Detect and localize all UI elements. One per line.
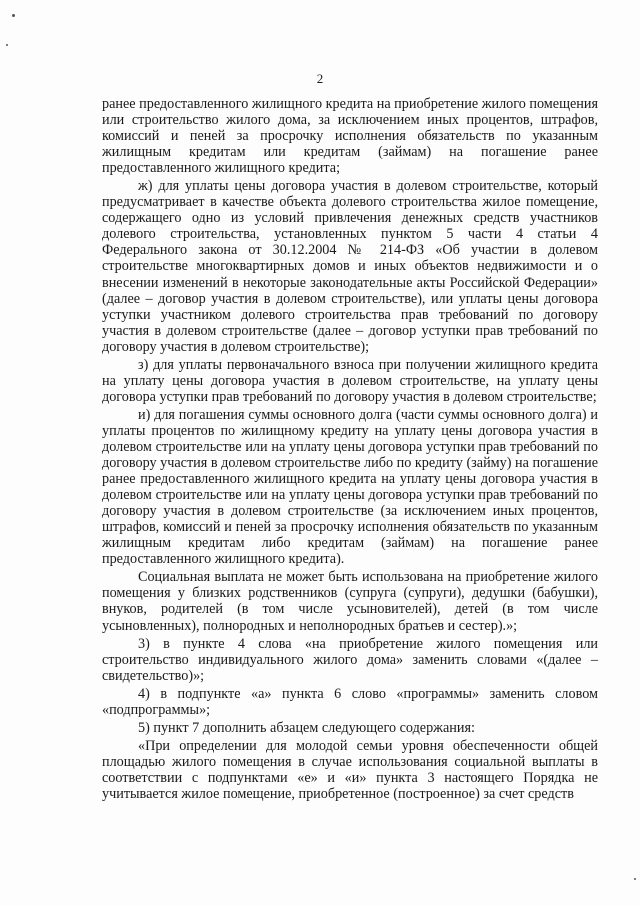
document-body [102,96,598,804]
paragraph: ж) для уплаты цены договора участия в долевом строительстве, который предусматривает в качестве объекта долевого строительства жилое помещение, содержащего одно из условий привлечения денежных средств участников долевого строительства, установленных пунктом 5 части 4 статьи 4 Федерального закона от 30.12.2004 № 214-ФЗ «Об участии в долевом строительстве многоквартирных домов и иных объектов недвижимости и о внесении изменений в некоторые законодательные акты Российской Федерации» (далее – договор участия в долевом строительстве), или уплаты цены договора уступки участником долевого строительства прав требований по договору участия в долевом строительстве (далее – договор уступки прав требований по договору участия в долевом строительстве); [102,178,598,355]
paragraph: Социальная выплата не может быть использована на приобретение жилого помещения у близких родственников (супруга (супруги), дедушки (бабушки), внуков, родителей (в том числе усыновителей), детей (в том числе усыновленных), полнородных и неполнородных братьев и сестер).»; [102,569,598,634]
paragraph: и) для погашения суммы основного долга (части суммы основного долга) и уплаты процентов по жилищному кредиту на уплату цены договора участия в долевом строительстве или на уплату цены договора уступки прав требований по договору участия в долевом строительстве либо по кредиту (займу) на погашение ранее предоставленного жилищного кредита на уплату цены договора участия в долевом строительстве или на уплату цены договора уступки прав требований по договору участия в долевом строительстве (за исключением иных процентов, штрафов, комиссий и пеней за просрочку исполнения обязательств по указанным жилищным кредитам либо кредитам (займам) на погашение ранее предоставленного жилищного кредита). [102,406,598,568]
paragraph: 5) пункт 7 дополнить абзацем следующего содержания: [138,719,475,736]
paragraph: «При определении для молодой семьи уровня обеспеченности общей площадью жилого помещения в случае использования социальной выплаты в соответствии с подпунктами «е» и «и» пункта 3 настоящего Порядка не учитывается жилое помещение, приобретенное (построенное) за счет средств [102,737,598,802]
paragraph: з) для уплаты первоначального взноса при получении жилищного кредита на уплату цены договора участия в долевом строительстве, на уплату цены договора уступки прав требований по договору участия в долевом строительстве; [102,356,598,405]
scan-speck [6,44,8,46]
paragraph: ранее предоставленного жилищного кредита на приобретение жилого помещения или строительство жилого дома, за исключением иных процентов, штрафов, комиссий и пеней за просрочку исполнения обязательств по указанным жилищным кредитам или кредитам (займам) на погашение ранее предоставленного жилищного кредита; [102,96,598,177]
scan-speck [634,878,636,880]
page-number: 2 [316,71,324,86]
scan-speck [12,14,15,17]
paragraph: 3) в пункте 4 слова «на приобретение жилого помещения или строительство индивидуального жилого дома» заменить словами «(далее – свидетельство)»; [102,635,598,684]
paragraph: 4) в подпункте «а» пункта 6 слово «программы» заменить словом «подпрограммы»; [102,685,598,718]
